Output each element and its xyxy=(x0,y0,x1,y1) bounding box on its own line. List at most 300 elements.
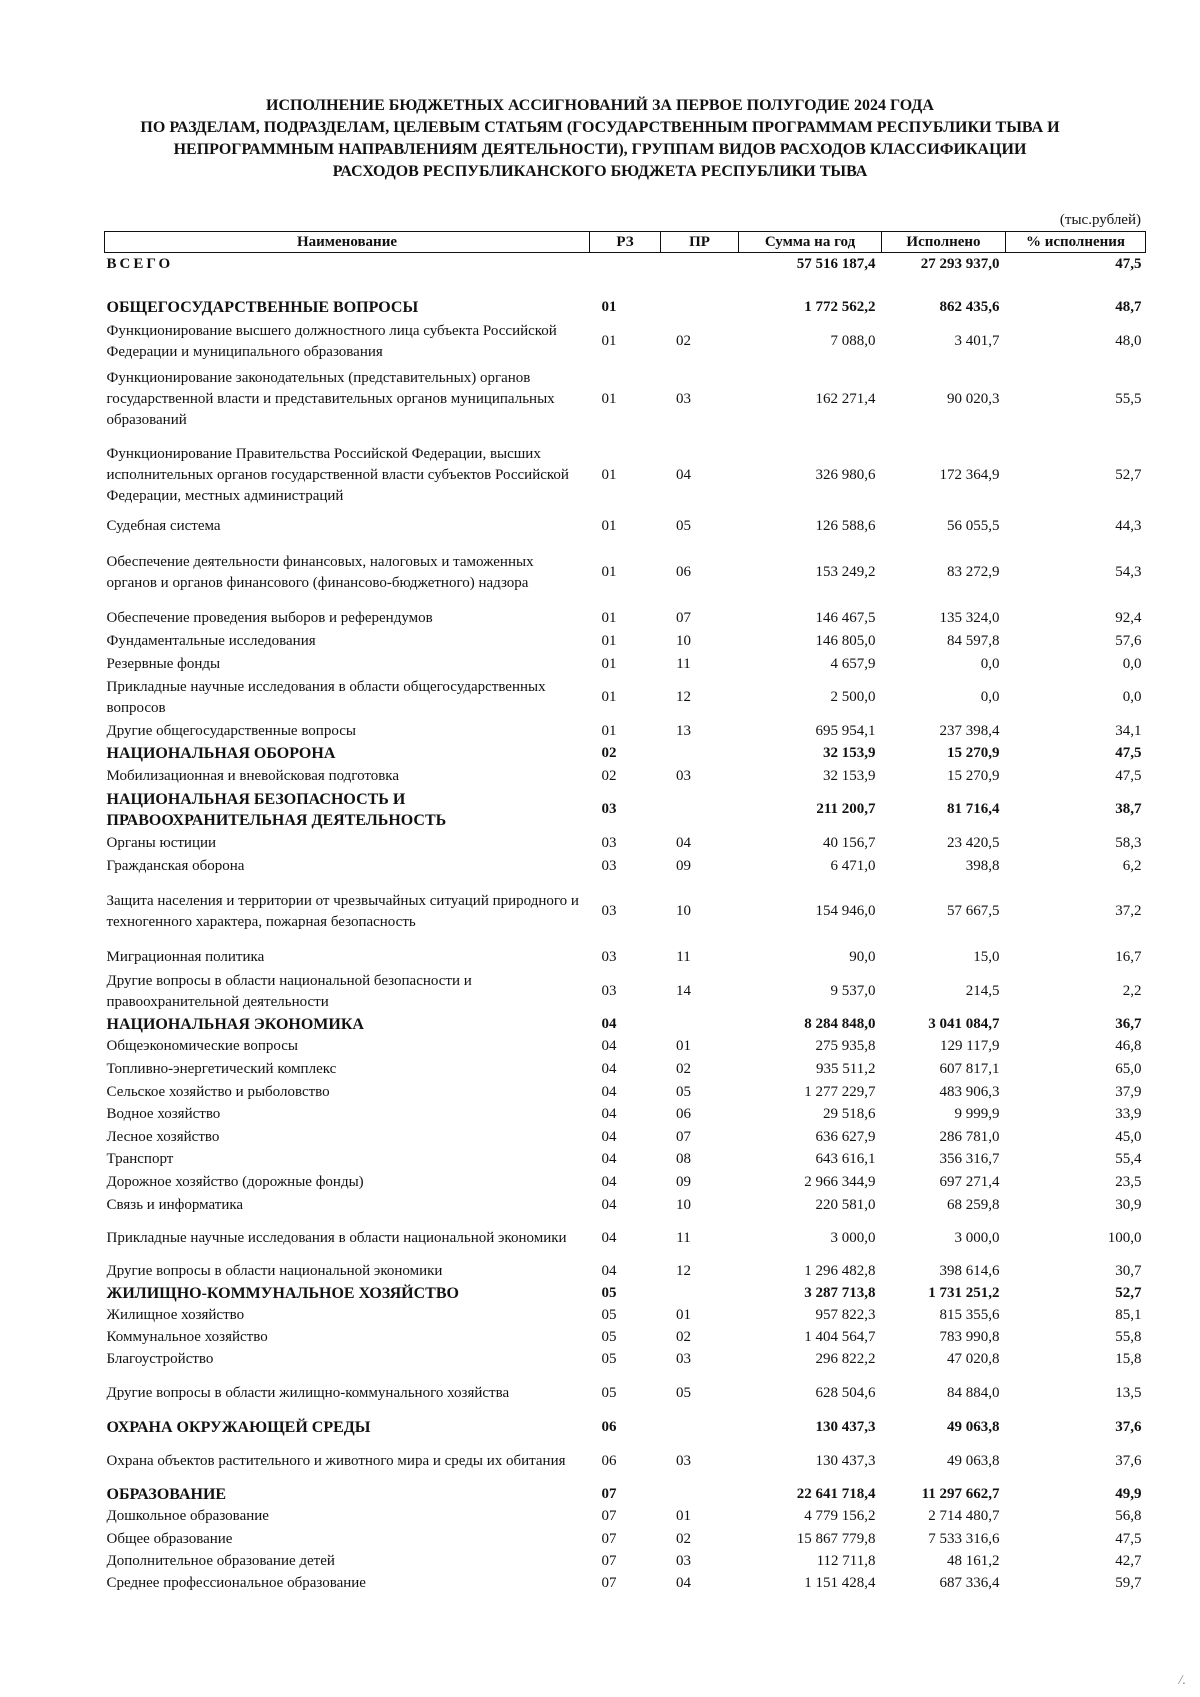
cell-sum: 220 581,0 xyxy=(815,1196,876,1213)
table-row xyxy=(105,1149,1146,1171)
table-row xyxy=(105,1349,1146,1371)
cell-pct: 37,6 xyxy=(1115,1453,1142,1469)
cell-rz: 03 xyxy=(601,949,617,965)
table-row xyxy=(105,320,1146,364)
cell-pr: 14 xyxy=(676,983,691,999)
cell-name: Резервные фонды xyxy=(106,655,221,672)
table-row xyxy=(105,1283,1146,1305)
cell-done: 84 597,8 xyxy=(947,632,1000,649)
cell-pr: 13 xyxy=(676,722,691,739)
cell-pr: 03 xyxy=(676,1351,691,1367)
cell-pr: 03 xyxy=(676,391,691,407)
cell-sum: 9 537,0 xyxy=(830,983,876,999)
cell-sum: 154 946,0 xyxy=(815,903,876,919)
table-row xyxy=(105,1305,1146,1327)
cell-sum: 1 404 564,7 xyxy=(804,1329,876,1345)
cell-sum: 935 511,2 xyxy=(816,1060,876,1077)
cell-name xyxy=(105,276,590,295)
cell-rz: 01 xyxy=(601,518,617,534)
cell-pct: 6,2 xyxy=(1122,857,1142,874)
cell-sum: 7 088,0 xyxy=(830,333,876,349)
cell-name: ОХРАНА ОКРУЖАЮЩЕЙ СРЕДЫ xyxy=(106,1419,371,1436)
table-row xyxy=(105,855,1146,878)
cell-done: 3 401,7 xyxy=(954,333,1000,349)
cell-pr xyxy=(661,253,739,276)
cell-name: Другие общегосударственные вопросы xyxy=(106,722,356,739)
cell-pct: 2,2 xyxy=(1122,983,1142,999)
cell-done: 214,5 xyxy=(965,983,1000,999)
cell-name: Другие вопросы в области национальной безопасности и правоохранительной деятельности xyxy=(106,972,472,1010)
cell-pct: 52,7 xyxy=(1115,1285,1142,1301)
cell-pct: 47,5 xyxy=(1115,1530,1142,1547)
cell-rz: 01 xyxy=(601,298,617,315)
table-row xyxy=(105,1573,1146,1595)
cell-pr: 03 xyxy=(676,1553,691,1569)
cell-rz: 04 xyxy=(601,1151,617,1167)
table-row xyxy=(105,1036,1146,1058)
title-line: НЕПРОГРАММНЫМ НАПРАВЛЕНИЯМ ДЕЯТЕЛЬНОСТИ), ГРУППАМ ВИДОВ РАСХОДОВ КЛАССИФИКАЦИИ xyxy=(173,141,1027,158)
table-row xyxy=(105,1058,1146,1081)
cell-sum: 643 616,1 xyxy=(815,1151,876,1167)
cell-rz: 02 xyxy=(601,767,617,784)
cell-name: Общее образование xyxy=(106,1530,233,1547)
cell-rz: 03 xyxy=(601,834,617,851)
cell-done: 9 999,9 xyxy=(954,1106,1000,1122)
table-row xyxy=(105,607,1146,630)
cell-sum: 4 779 156,2 xyxy=(804,1508,876,1524)
table-row xyxy=(105,295,1146,320)
cell-sum: 1 277 229,7 xyxy=(804,1083,876,1100)
cell-pr: 01 xyxy=(676,1508,691,1524)
cell-pct: 42,7 xyxy=(1115,1553,1142,1569)
cell-done: 135 324,0 xyxy=(939,609,1000,626)
table-row xyxy=(105,788,1146,832)
cell-pct: 36,7 xyxy=(1115,1016,1142,1032)
cell-pr xyxy=(661,276,739,295)
cell-rz: 07 xyxy=(601,1530,617,1547)
cell-pct: 49,9 xyxy=(1115,1486,1142,1502)
cell-pr: 01 xyxy=(676,1038,691,1054)
cell-done: 15,0 xyxy=(973,949,1000,965)
cell-pct: 85,1 xyxy=(1115,1307,1142,1323)
cell-sum: 112 711,8 xyxy=(816,1553,876,1569)
title-line: ИСПОЛНЕНИЕ БЮДЖЕТНЫХ АССИГНОВАНИЙ ЗА ПЕРВОЕ ПОЛУГОДИЕ 2024 ГОДА xyxy=(266,97,934,114)
cell-sum: 3 000,0 xyxy=(830,1230,876,1246)
cell-name: Дополнительное образование детей xyxy=(106,1553,335,1569)
cell-pr: 10 xyxy=(676,1196,691,1213)
table-row xyxy=(105,1126,1146,1149)
cell-pct: 47,5 xyxy=(1115,745,1142,761)
cell-rz: 04 xyxy=(601,1230,617,1246)
cell-sum: 636 627,9 xyxy=(815,1128,876,1145)
cell-rz: 05 xyxy=(601,1285,617,1301)
cell-name: Среднее профессиональное образование xyxy=(106,1575,366,1591)
cell-pr: 09 xyxy=(676,1173,691,1190)
cell-name: Коммунальное хозяйство xyxy=(106,1329,268,1345)
cell-done: 0,0 xyxy=(980,655,1000,672)
table-row xyxy=(105,630,1146,653)
cell-done: 56 055,5 xyxy=(947,518,1000,534)
cell-pct: 13,5 xyxy=(1115,1384,1142,1401)
cell-rz: 05 xyxy=(601,1384,617,1401)
cell-name: Транспорт xyxy=(106,1151,174,1167)
table-row xyxy=(105,765,1146,788)
cell-pr: 03 xyxy=(676,767,691,784)
cell-sum: 275 935,8 xyxy=(815,1038,876,1054)
cell-pct: 46,8 xyxy=(1115,1038,1142,1054)
header-name: Наименование xyxy=(105,232,590,253)
cell-rz: 04 xyxy=(601,1083,617,1100)
table-row xyxy=(105,1528,1146,1551)
cell-done xyxy=(882,276,1006,295)
cell-rz: 07 xyxy=(601,1486,617,1502)
cell-pr: 05 xyxy=(676,518,691,534)
cell-pr: 02 xyxy=(676,333,691,349)
cell-done: 356 316,7 xyxy=(939,1151,1000,1167)
table-row xyxy=(105,743,1146,765)
cell-done: 68 259,8 xyxy=(947,1196,1000,1213)
cell-sum: 29 518,6 xyxy=(823,1106,876,1122)
cell-pct: 55,8 xyxy=(1115,1329,1142,1345)
cell-name: Связь и информатика xyxy=(106,1196,244,1213)
cell-pr xyxy=(661,1416,739,1440)
table-row xyxy=(105,1217,1146,1261)
header-done: Исполнено xyxy=(882,232,1006,253)
cell-name: Функционирование Правительства Российской Федерации, высших исполнительных органов государственной власти субъектов Российской Федерации, местных администраций xyxy=(106,445,569,504)
cell-pct: 23,5 xyxy=(1115,1173,1142,1190)
cell-rz: 06 xyxy=(601,1419,617,1435)
cell-rz: 04 xyxy=(601,1038,617,1054)
cell-name: Охрана объектов растительного и животного мира и среды их обитания xyxy=(106,1453,566,1469)
cell-rz: 01 xyxy=(601,689,617,705)
cell-name: Другие вопросы в области жилищно-коммунального хозяйства xyxy=(106,1384,510,1401)
cell-name: Лесное хозяйство xyxy=(106,1128,220,1145)
cell-sum: 957 822,3 xyxy=(815,1307,876,1323)
cell-pr xyxy=(661,1014,739,1036)
cell-name: Прикладные научные исследования в области общегосударственных вопросов xyxy=(106,678,546,716)
cell-rz: 03 xyxy=(601,983,617,999)
cell-sum: 146 467,5 xyxy=(815,609,876,626)
cell-pct: 37,6 xyxy=(1115,1419,1142,1435)
cell-done: 49 063,8 xyxy=(947,1419,1000,1435)
cell-name: НАЦИОНАЛЬНАЯ ЭКОНОМИКА xyxy=(106,1016,364,1033)
cell-rz: 04 xyxy=(601,1196,617,1213)
cell-pct: 56,8 xyxy=(1115,1508,1142,1524)
cell-rz: 02 xyxy=(601,745,617,761)
cell-pct: 15,8 xyxy=(1115,1351,1142,1367)
cell-rz: 01 xyxy=(601,655,617,672)
cell-sum: 4 657,9 xyxy=(830,655,876,672)
cell-pr: 02 xyxy=(676,1329,691,1345)
cell-name: Гражданская оборона xyxy=(106,857,245,874)
cell-done: 237 398,4 xyxy=(939,722,1000,739)
cell-done: 23 420,5 xyxy=(947,834,1000,851)
table-row xyxy=(105,539,1146,607)
cell-rz: 01 xyxy=(601,391,617,407)
cell-name: ОБРАЗОВАНИЕ xyxy=(106,1486,227,1503)
cell-rz: 04 xyxy=(601,1060,617,1077)
cell-pr: 07 xyxy=(676,609,691,626)
cell-sum: 40 156,7 xyxy=(823,834,876,851)
cell-pr: 10 xyxy=(676,632,691,649)
cell-done: 11 297 662,7 xyxy=(921,1486,1000,1502)
cell-sum: 1 151 428,4 xyxy=(804,1575,876,1591)
cell-pct: 47,5 xyxy=(1115,767,1142,784)
cell-pct: 57,6 xyxy=(1115,632,1142,649)
header-pct: % исполнения xyxy=(1006,232,1146,253)
cell-name: НАЦИОНАЛЬНАЯ ОБОРОНА xyxy=(106,745,336,762)
cell-sum: 2 500,0 xyxy=(830,689,876,705)
cell-done: 48 161,2 xyxy=(947,1553,1000,1569)
header-sum: Сумма на год xyxy=(739,232,882,253)
cell-done: 3 041 084,7 xyxy=(928,1016,1000,1032)
corner-mark: /. xyxy=(1178,1673,1186,1688)
cell-rz: 03 xyxy=(601,903,617,919)
cell-name: ЖИЛИЩНО-КОММУНАЛЬНОЕ ХОЗЯЙСТВО xyxy=(106,1285,459,1302)
cell-sum xyxy=(739,276,882,295)
table-row xyxy=(105,364,1146,436)
table-row xyxy=(105,1506,1146,1528)
cell-sum: 15 867 779,8 xyxy=(796,1530,876,1547)
cell-pct: 45,0 xyxy=(1115,1128,1142,1145)
cell-pr: 08 xyxy=(676,1151,691,1167)
cell-pct: 33,9 xyxy=(1115,1106,1142,1122)
cell-name: Общеэкономические вопросы xyxy=(106,1038,298,1054)
cell-pct: 54,3 xyxy=(1115,564,1142,580)
cell-name: ОБЩЕГОСУДАРСТВЕННЫЕ ВОПРОСЫ xyxy=(106,298,419,316)
cell-done: 27 293 937,0 xyxy=(920,255,1000,272)
cell-name: Топливно-энергетический комплекс xyxy=(106,1060,337,1077)
table-row xyxy=(105,436,1146,515)
cell-pct xyxy=(1006,276,1146,295)
cell-rz xyxy=(590,276,661,295)
cell-rz: 01 xyxy=(601,466,617,483)
cell-pr xyxy=(661,1484,739,1506)
cell-rz: 01 xyxy=(601,564,617,580)
cell-pr: 04 xyxy=(676,834,691,851)
cell-done: 15 270,9 xyxy=(947,767,1000,784)
table-header xyxy=(105,232,1146,253)
cell-rz: 04 xyxy=(601,1016,617,1032)
cell-done: 483 906,3 xyxy=(939,1083,1000,1100)
cell-sum: 90,0 xyxy=(849,949,876,965)
cell-done: 398 614,6 xyxy=(939,1263,1000,1279)
cell-done: 286 781,0 xyxy=(939,1128,1000,1145)
cell-pct: 100,0 xyxy=(1107,1230,1142,1246)
header-rz: РЗ xyxy=(590,232,661,253)
cell-sum: 326 980,6 xyxy=(815,466,876,483)
cell-pr: 06 xyxy=(676,1106,691,1122)
table-row xyxy=(105,1484,1146,1506)
cell-pr xyxy=(661,1283,739,1305)
table-row xyxy=(105,1371,1146,1416)
cell-pr: 12 xyxy=(676,1263,691,1279)
cell-sum: 1 296 482,8 xyxy=(804,1263,876,1279)
cell-rz: 07 xyxy=(601,1575,617,1591)
budget-table xyxy=(104,231,1146,1595)
cell-pct: 47,5 xyxy=(1115,255,1142,272)
cell-pct: 65,0 xyxy=(1115,1060,1142,1077)
cell-done: 81 716,4 xyxy=(947,801,1000,817)
cell-name: Дошкольное образование xyxy=(106,1508,269,1524)
cell-pct: 16,7 xyxy=(1115,949,1142,965)
cell-name: Прикладные научные исследования в области национальной экономики xyxy=(106,1230,567,1246)
cell-sum: 2 966 344,9 xyxy=(804,1173,876,1190)
cell-done: 3 000,0 xyxy=(954,1230,1000,1246)
cell-pr xyxy=(661,743,739,765)
cell-rz: 05 xyxy=(601,1329,617,1345)
table-row xyxy=(105,276,1146,295)
table-row xyxy=(105,676,1146,720)
cell-pct: 38,7 xyxy=(1115,801,1142,817)
cell-sum: 296 822,2 xyxy=(815,1351,876,1367)
cell-pr: 11 xyxy=(676,1230,691,1246)
cell-pct: 0,0 xyxy=(1122,689,1142,705)
cell-pr: 11 xyxy=(676,949,691,965)
cell-pr: 11 xyxy=(676,655,691,672)
table-row xyxy=(105,720,1146,743)
cell-pr: 02 xyxy=(676,1530,691,1547)
cell-sum: 32 153,9 xyxy=(823,767,876,784)
cell-pr: 04 xyxy=(676,1575,691,1591)
cell-name: Фундаментальные исследования xyxy=(106,632,316,649)
cell-pr xyxy=(661,295,739,320)
cell-rz: 04 xyxy=(601,1263,617,1279)
table-row xyxy=(105,1440,1146,1484)
cell-name: Водное хозяйство xyxy=(106,1106,221,1122)
table-row xyxy=(105,1261,1146,1283)
cell-pr: 06 xyxy=(676,564,691,580)
cell-pct: 37,2 xyxy=(1115,903,1142,919)
cell-name: Миграционная политика xyxy=(106,949,265,965)
cell-pr: 12 xyxy=(676,689,691,705)
cell-pr: 01 xyxy=(676,1307,691,1323)
cell-name: Дорожное хозяйство (дорожные фонды) xyxy=(106,1173,364,1190)
cell-done: 172 364,9 xyxy=(939,466,1000,483)
cell-done: 84 884,0 xyxy=(947,1384,1000,1401)
table-row xyxy=(105,1014,1146,1036)
table-row xyxy=(105,1081,1146,1104)
header-pr: ПР xyxy=(661,232,739,253)
cell-done: 783 990,8 xyxy=(939,1329,1000,1345)
cell-rz: 06 xyxy=(601,1453,617,1469)
table-row xyxy=(105,1171,1146,1194)
cell-done: 57 667,5 xyxy=(947,903,1000,919)
cell-pct: 30,7 xyxy=(1115,1263,1142,1279)
title-line: ПО РАЗДЕЛАМ, ПОДРАЗДЕЛАМ, ЦЕЛЕВЫМ СТАТЬЯМ (ГОСУДАРСТВЕННЫМ ПРОГРАММАМ РЕСПУБЛИКИ ТЫВА И xyxy=(140,119,1060,136)
cell-pr: 10 xyxy=(676,903,691,919)
cell-sum: 1 772 562,2 xyxy=(804,298,876,315)
cell-sum: 695 954,1 xyxy=(815,722,876,739)
cell-sum: 130 437,3 xyxy=(815,1419,876,1435)
cell-rz: 04 xyxy=(601,1173,617,1190)
cell-sum: 22 641 718,4 xyxy=(796,1486,876,1502)
cell-pr: 05 xyxy=(676,1083,691,1100)
cell-sum: 628 504,6 xyxy=(815,1384,876,1401)
cell-pct: 34,1 xyxy=(1115,722,1142,739)
cell-sum: 6 471,0 xyxy=(830,857,876,874)
cell-name: Обеспечение проведения выборов и референдумов xyxy=(106,609,433,626)
cell-sum: 153 249,2 xyxy=(815,564,876,580)
cell-name: Обеспечение деятельности финансовых, налоговых и таможенных органов и органов финансового (финансово-бюджетного) надзора xyxy=(106,553,534,591)
cell-pct: 55,4 xyxy=(1115,1151,1142,1167)
cell-pct: 55,5 xyxy=(1115,391,1142,407)
cell-pct: 44,3 xyxy=(1115,518,1142,534)
cell-name: ВСЕГО xyxy=(106,255,174,272)
cell-sum: 130 437,3 xyxy=(815,1453,876,1469)
table-row xyxy=(105,253,1146,276)
table-row xyxy=(105,1551,1146,1573)
cell-rz: 01 xyxy=(601,333,617,349)
document-title xyxy=(0,95,1200,183)
cell-done: 7 533 316,6 xyxy=(928,1530,1000,1547)
cell-pr: 05 xyxy=(676,1384,691,1401)
table-row xyxy=(105,1194,1146,1217)
cell-pr xyxy=(661,788,739,832)
cell-rz: 01 xyxy=(601,609,617,626)
cell-name: Другие вопросы в области национальной экономики xyxy=(106,1263,443,1279)
cell-done: 83 272,9 xyxy=(947,564,1000,580)
cell-rz: 03 xyxy=(601,857,617,874)
table-row xyxy=(105,832,1146,855)
cell-pr: 02 xyxy=(676,1060,691,1077)
cell-done: 129 117,9 xyxy=(940,1038,1000,1054)
cell-pr: 03 xyxy=(676,1453,691,1469)
cell-pct: 92,4 xyxy=(1115,609,1142,626)
cell-pct: 48,0 xyxy=(1115,333,1142,349)
cell-pct: 58,3 xyxy=(1115,834,1142,851)
title-line: РАСХОДОВ РЕСПУБЛИКАНСКОГО БЮДЖЕТА РЕСПУБЛИКИ ТЫВА xyxy=(332,163,868,180)
cell-pct: 0,0 xyxy=(1122,655,1142,672)
cell-name: Сельское хозяйство и рыболовство xyxy=(106,1083,330,1100)
cell-sum: 211 200,7 xyxy=(816,801,876,817)
unit-label: (тыс.рублей) xyxy=(1059,212,1141,228)
cell-done: 2 714 480,7 xyxy=(928,1508,1000,1524)
cell-pr: 09 xyxy=(676,857,691,874)
cell-rz: 07 xyxy=(601,1508,617,1524)
cell-rz: 05 xyxy=(601,1307,617,1323)
cell-name: Функционирование законодательных (представительных) органов государственной власти и представительных органов муниципальных образований xyxy=(106,370,555,428)
cell-name: Жилищное хозяйство xyxy=(106,1307,245,1323)
cell-pct: 48,7 xyxy=(1115,298,1142,315)
cell-name: Судебная система xyxy=(106,518,221,534)
cell-name: НАЦИОНАЛЬНАЯ БЕЗОПАСНОСТЬ И ПРАВООХРАНИТЕЛЬНАЯ ДЕЯТЕЛЬНОСТЬ xyxy=(106,790,447,829)
cell-done: 862 435,6 xyxy=(939,298,1000,315)
cell-rz: 01 xyxy=(601,722,617,739)
cell-pct: 37,9 xyxy=(1115,1083,1142,1100)
cell-done: 815 355,6 xyxy=(939,1307,1000,1323)
cell-pr: 04 xyxy=(676,466,691,483)
cell-rz: 03 xyxy=(601,801,617,817)
cell-name: Мобилизационная и вневойсковая подготовка xyxy=(106,767,400,784)
cell-done: 398,8 xyxy=(965,857,1000,874)
table-row xyxy=(105,1104,1146,1126)
cell-rz: 01 xyxy=(601,632,617,649)
cell-pct: 30,9 xyxy=(1115,1196,1142,1213)
cell-done: 607 817,1 xyxy=(939,1060,1000,1077)
cell-done: 697 271,4 xyxy=(939,1173,1000,1190)
table-row xyxy=(105,878,1146,946)
cell-done: 47 020,8 xyxy=(947,1351,1000,1367)
cell-sum: 32 153,9 xyxy=(823,745,876,761)
cell-done: 1 731 251,2 xyxy=(928,1285,1000,1301)
cell-name: Функционирование высшего должностного лица субъекта Российской Федерации и муниципального образования xyxy=(106,322,557,360)
cell-name: Органы юстиции xyxy=(106,834,217,851)
cell-done: 15 270,9 xyxy=(947,745,1000,761)
cell-rz: 05 xyxy=(601,1351,617,1367)
cell-pct: 52,7 xyxy=(1115,466,1142,483)
cell-done: 687 336,4 xyxy=(939,1575,1000,1591)
